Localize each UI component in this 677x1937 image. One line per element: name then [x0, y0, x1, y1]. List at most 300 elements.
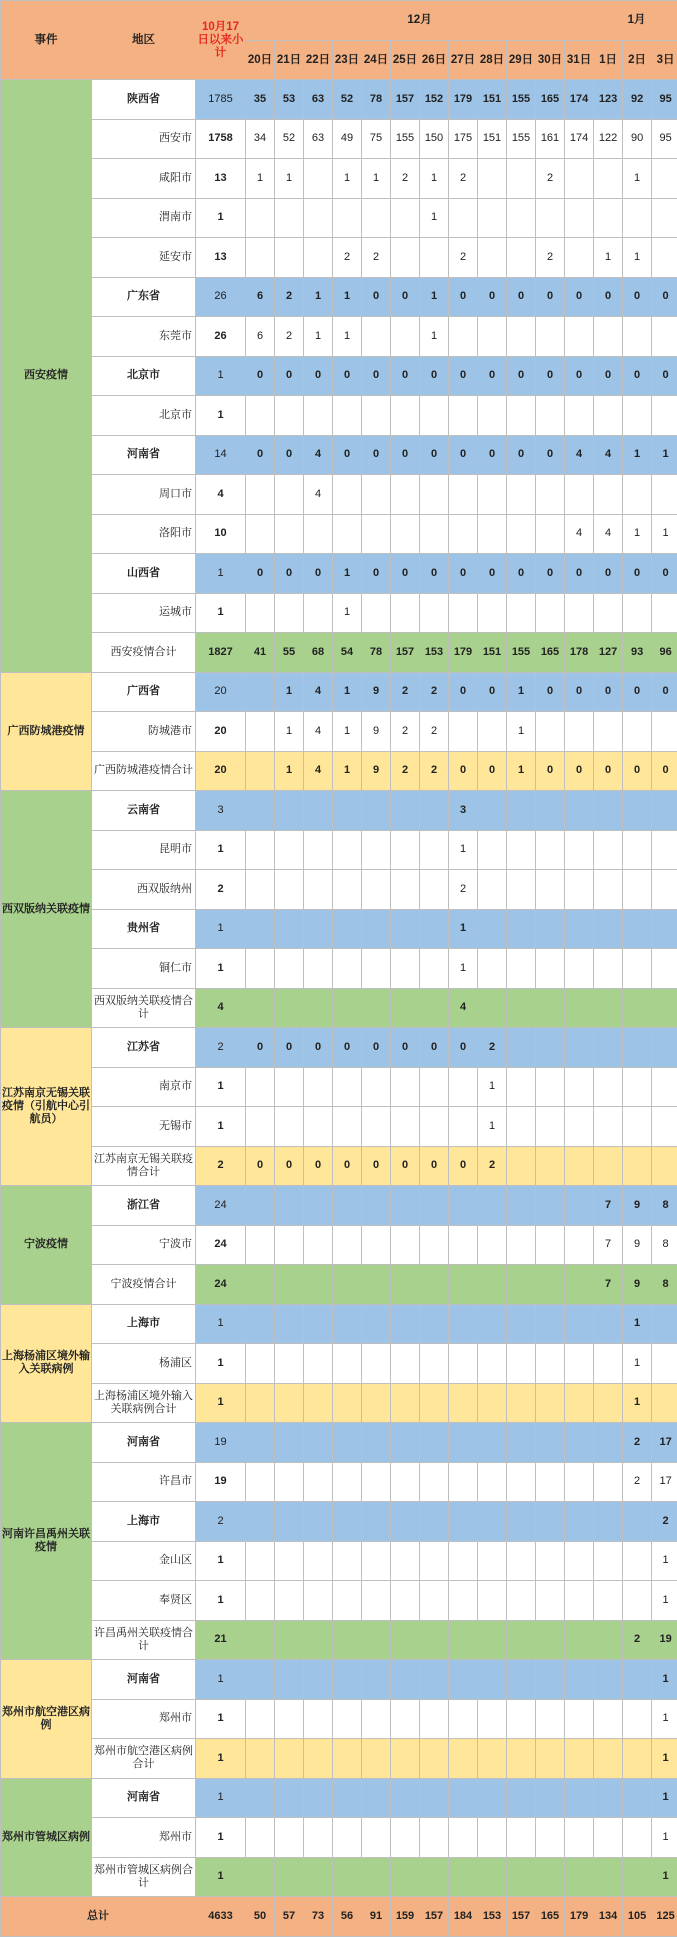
day-value-cell — [275, 870, 304, 910]
day-value-cell — [565, 238, 594, 278]
day-value-cell — [536, 909, 565, 949]
day-value-cell — [507, 988, 536, 1028]
day-value-cell — [246, 1502, 275, 1542]
day-value-cell — [565, 1502, 594, 1542]
day-value-cell — [420, 1699, 449, 1739]
day-value-cell — [391, 1423, 420, 1463]
table-row — [1, 1304, 677, 1344]
table-row — [1, 396, 677, 436]
day-value-cell — [275, 1699, 304, 1739]
day-value-cell: 1 — [623, 1304, 652, 1344]
table-row — [1, 1383, 677, 1423]
day-value-cell — [333, 1462, 362, 1502]
day-value-cell — [275, 238, 304, 278]
region-cell: 江苏南京无锡关联疫情合计 — [92, 1146, 196, 1186]
day-value-cell — [420, 396, 449, 436]
day-value-cell: 1 — [333, 751, 362, 791]
day-value-cell — [536, 1462, 565, 1502]
day-value-cell: 4 — [594, 514, 623, 554]
day-value-cell: 4 — [304, 672, 333, 712]
day-value-cell: 0 — [420, 1028, 449, 1068]
day-value-cell — [420, 1265, 449, 1305]
subtotal-cell: 3 — [196, 791, 246, 831]
day-value-cell — [449, 1107, 478, 1147]
day-value-cell — [507, 396, 536, 436]
day-value-cell — [623, 830, 652, 870]
day-value-cell — [304, 949, 333, 989]
day-value-cell — [623, 1660, 652, 1700]
day-value-cell: 0 — [565, 751, 594, 791]
subtotal-cell: 20 — [196, 672, 246, 712]
day-value-cell: 0 — [623, 554, 652, 594]
day-value-cell — [478, 1818, 507, 1858]
day-value-cell — [333, 1186, 362, 1226]
day-value-cell — [536, 1344, 565, 1384]
day-value-cell: 0 — [565, 356, 594, 396]
region-cell: 云南省 — [92, 791, 196, 831]
day-value-cell: 0 — [391, 1146, 420, 1186]
subtotal-cell: 1 — [196, 1739, 246, 1779]
day-value-cell: 9 — [623, 1265, 652, 1305]
day-value-cell — [391, 1581, 420, 1621]
day-value-cell — [449, 198, 478, 238]
day-value-cell: 1 — [623, 435, 652, 475]
day-value-cell — [623, 870, 652, 910]
day-value-cell — [391, 1186, 420, 1226]
day-value-cell — [536, 712, 565, 752]
day-value-cell — [623, 593, 652, 633]
day-value-cell — [246, 593, 275, 633]
day-value-cell — [304, 1383, 333, 1423]
day-value-cell: 0 — [246, 1028, 275, 1068]
day-value-cell: 0 — [623, 751, 652, 791]
day-value-cell — [333, 1818, 362, 1858]
day-value-cell — [304, 159, 333, 199]
day-value-cell: 1 — [623, 1383, 652, 1423]
day-value-cell — [420, 1778, 449, 1818]
day-value-cell — [478, 870, 507, 910]
day-value-cell — [420, 1857, 449, 1897]
day-value-cell — [246, 751, 275, 791]
day-value-cell — [333, 475, 362, 515]
day-value-cell — [565, 1304, 594, 1344]
day-value-cell: 53 — [275, 80, 304, 120]
day-value-cell: 1 — [478, 1107, 507, 1147]
day-value-cell — [275, 1739, 304, 1779]
day-value-cell — [333, 514, 362, 554]
day-value-cell: 1 — [652, 1739, 677, 1779]
header-day: 3日 — [652, 41, 677, 80]
day-value-cell — [565, 712, 594, 752]
region-cell: 郑州市 — [92, 1818, 196, 1858]
header-day: 1日 — [594, 41, 623, 80]
day-value-cell — [652, 475, 677, 515]
day-value-cell — [362, 1502, 391, 1542]
day-value-cell — [391, 1265, 420, 1305]
day-value-cell — [565, 1423, 594, 1463]
day-value-cell: 0 — [304, 1146, 333, 1186]
day-value-cell — [304, 1541, 333, 1581]
day-value-cell — [391, 1107, 420, 1147]
table-row — [1, 672, 677, 712]
day-value-cell: 174 — [565, 119, 594, 159]
day-value-cell: 95 — [652, 80, 677, 120]
day-value-cell: 1 — [478, 1067, 507, 1107]
day-value-cell — [391, 830, 420, 870]
subtotal-cell: 1 — [196, 949, 246, 989]
day-value-cell — [420, 1818, 449, 1858]
day-value-cell — [362, 1304, 391, 1344]
day-value-cell — [565, 1383, 594, 1423]
day-value-cell — [449, 1699, 478, 1739]
day-value-cell — [304, 1186, 333, 1226]
day-value-cell — [565, 1778, 594, 1818]
day-value-cell — [565, 1541, 594, 1581]
day-value-cell: 2 — [652, 1502, 677, 1542]
region-cell: 奉贤区 — [92, 1581, 196, 1621]
day-value-cell — [594, 1581, 623, 1621]
day-value-cell — [507, 1107, 536, 1147]
day-value-cell — [362, 1778, 391, 1818]
subtotal-cell: 1 — [196, 593, 246, 633]
day-value-cell: 1 — [507, 751, 536, 791]
day-value-cell: 52 — [333, 80, 362, 120]
day-value-cell — [246, 1818, 275, 1858]
subtotal-cell: 1 — [196, 1304, 246, 1344]
day-value-cell: 4 — [565, 514, 594, 554]
day-value-cell: 175 — [449, 119, 478, 159]
day-value-cell — [333, 1581, 362, 1621]
day-value-cell — [362, 949, 391, 989]
day-value-cell — [420, 1739, 449, 1779]
table-row — [1, 159, 677, 199]
day-value-cell: 0 — [246, 356, 275, 396]
day-value-cell — [420, 593, 449, 633]
day-value-cell — [536, 1857, 565, 1897]
day-value-cell — [304, 1462, 333, 1502]
day-value-cell — [304, 514, 333, 554]
day-value-cell: 1 — [623, 1344, 652, 1384]
day-value-cell — [275, 514, 304, 554]
region-cell: 南京市 — [92, 1067, 196, 1107]
day-value-cell — [246, 1699, 275, 1739]
day-value-cell — [275, 1265, 304, 1305]
day-value-cell: 4 — [449, 988, 478, 1028]
header-day: 25日 — [391, 41, 420, 80]
day-value-cell — [507, 791, 536, 831]
day-value-cell — [362, 1857, 391, 1897]
day-value-cell: 151 — [478, 119, 507, 159]
day-value-cell — [652, 396, 677, 436]
day-value-cell — [536, 1186, 565, 1226]
day-value-cell — [594, 1778, 623, 1818]
day-value-cell — [304, 830, 333, 870]
day-value-cell: 1 — [333, 317, 362, 357]
day-value-cell — [507, 830, 536, 870]
day-value-cell — [565, 1660, 594, 1700]
day-value-cell — [536, 1383, 565, 1423]
day-value-cell: 1 — [652, 1818, 677, 1858]
day-value-cell — [246, 1462, 275, 1502]
day-value-cell — [420, 909, 449, 949]
day-value-cell: 122 — [594, 119, 623, 159]
day-value-cell — [275, 198, 304, 238]
subtotal-cell: 1 — [196, 1660, 246, 1700]
day-value-cell — [391, 198, 420, 238]
day-value-cell — [536, 1107, 565, 1147]
day-value-cell — [507, 1620, 536, 1660]
day-value-cell — [652, 988, 677, 1028]
day-value-cell — [536, 1581, 565, 1621]
table-row — [1, 870, 677, 910]
day-value-cell — [391, 396, 420, 436]
day-value-cell — [420, 1304, 449, 1344]
day-value-cell — [362, 1699, 391, 1739]
day-value-cell — [420, 238, 449, 278]
day-value-cell — [420, 949, 449, 989]
day-value-cell — [449, 1541, 478, 1581]
day-value-cell — [304, 1620, 333, 1660]
day-value-cell — [594, 1028, 623, 1068]
table-row — [1, 1186, 677, 1226]
day-value-cell — [536, 1067, 565, 1107]
day-value-cell: 0 — [652, 277, 677, 317]
day-value-cell — [623, 1067, 652, 1107]
day-value-cell — [333, 1778, 362, 1818]
day-value-cell: 0 — [333, 356, 362, 396]
day-value-cell — [594, 1146, 623, 1186]
day-value-cell — [420, 1383, 449, 1423]
day-value-cell: 2 — [449, 238, 478, 278]
day-value-cell: 75 — [362, 119, 391, 159]
table-row — [1, 475, 677, 515]
day-value-cell — [536, 1699, 565, 1739]
table-row — [1, 593, 677, 633]
day-value-cell: 1 — [275, 712, 304, 752]
day-value-cell — [246, 1225, 275, 1265]
table-row — [1, 1541, 677, 1581]
header-row — [1, 1, 677, 41]
day-value-cell — [623, 1739, 652, 1779]
day-value-cell — [507, 1067, 536, 1107]
day-value-cell — [362, 1344, 391, 1384]
day-value-cell — [449, 1739, 478, 1779]
region-cell: 宁波市 — [92, 1225, 196, 1265]
table-row — [1, 949, 677, 989]
day-value-cell: 0 — [652, 554, 677, 594]
header-day: 28日 — [478, 41, 507, 80]
day-value-cell: 0 — [478, 277, 507, 317]
day-value-cell — [275, 1660, 304, 1700]
day-value-cell — [507, 1660, 536, 1700]
region-cell: 浙江省 — [92, 1186, 196, 1226]
day-value-cell — [536, 1146, 565, 1186]
day-value-cell — [275, 830, 304, 870]
day-value-cell — [623, 198, 652, 238]
day-value-cell: 0 — [391, 1028, 420, 1068]
day-value-cell — [565, 870, 594, 910]
table-row — [1, 1146, 677, 1186]
day-value-cell: 0 — [246, 1146, 275, 1186]
table-row — [1, 988, 677, 1028]
day-value-cell — [420, 1541, 449, 1581]
day-value-cell: 2 — [536, 238, 565, 278]
day-value-cell — [565, 317, 594, 357]
day-value-cell: 179 — [449, 633, 478, 673]
day-value-cell — [623, 1581, 652, 1621]
day-value-cell — [536, 1304, 565, 1344]
day-value-cell — [507, 317, 536, 357]
day-value-cell — [275, 1067, 304, 1107]
day-value-cell: 17 — [652, 1423, 677, 1463]
day-value-cell — [652, 949, 677, 989]
table-row — [1, 1462, 677, 1502]
day-value-cell — [652, 1028, 677, 1068]
grand-total-day: 125 — [652, 1897, 677, 1937]
day-value-cell — [362, 475, 391, 515]
subtotal-cell: 1 — [196, 396, 246, 436]
day-value-cell: 0 — [507, 554, 536, 594]
header-day: 24日 — [362, 41, 391, 80]
day-value-cell: 9 — [623, 1225, 652, 1265]
day-value-cell — [536, 1660, 565, 1700]
day-value-cell: 1 — [333, 159, 362, 199]
day-value-cell: 0 — [449, 554, 478, 594]
day-value-cell — [333, 830, 362, 870]
day-value-cell — [246, 988, 275, 1028]
day-value-cell — [275, 1541, 304, 1581]
table-row — [1, 238, 677, 278]
grand-total-day: 159 — [391, 1897, 420, 1937]
day-value-cell — [362, 396, 391, 436]
day-value-cell — [362, 593, 391, 633]
day-value-cell — [507, 1265, 536, 1305]
table-row — [1, 1739, 677, 1779]
day-value-cell — [246, 1067, 275, 1107]
day-value-cell — [275, 1462, 304, 1502]
day-value-cell — [565, 830, 594, 870]
day-value-cell: 174 — [565, 80, 594, 120]
grand-total-day: 179 — [565, 1897, 594, 1937]
day-value-cell — [507, 1857, 536, 1897]
day-value-cell: 6 — [246, 277, 275, 317]
day-value-cell — [246, 949, 275, 989]
day-value-cell: 1 — [333, 593, 362, 633]
day-value-cell — [565, 1067, 594, 1107]
region-cell: 郑州市管城区病例合计 — [92, 1857, 196, 1897]
day-value-cell: 0 — [391, 277, 420, 317]
day-value-cell: 0 — [536, 554, 565, 594]
day-value-cell — [246, 1383, 275, 1423]
day-value-cell — [507, 1186, 536, 1226]
day-value-cell: 4 — [304, 475, 333, 515]
day-value-cell — [304, 1107, 333, 1147]
day-value-cell: 0 — [362, 356, 391, 396]
region-cell: 山西省 — [92, 554, 196, 594]
day-value-cell: 1 — [652, 1778, 677, 1818]
event-name: 广西防城港疫情 — [1, 672, 92, 791]
region-cell: 防城港市 — [92, 712, 196, 752]
day-value-cell — [420, 1067, 449, 1107]
day-value-cell: 1 — [652, 1857, 677, 1897]
day-value-cell — [391, 514, 420, 554]
day-value-cell: 78 — [362, 633, 391, 673]
day-value-cell — [478, 1857, 507, 1897]
day-value-cell: 8 — [652, 1225, 677, 1265]
day-value-cell — [594, 1541, 623, 1581]
day-value-cell: 1 — [275, 672, 304, 712]
day-value-cell: 1 — [623, 238, 652, 278]
table-row — [1, 277, 677, 317]
day-value-cell — [246, 514, 275, 554]
day-value-cell — [536, 1739, 565, 1779]
day-value-cell — [507, 870, 536, 910]
day-value-cell: 0 — [478, 672, 507, 712]
day-value-cell: 0 — [362, 1146, 391, 1186]
event-name: 西双版纳关联疫情 — [1, 791, 92, 1028]
grand-total-day: 165 — [536, 1897, 565, 1937]
subtotal-cell: 1 — [196, 1383, 246, 1423]
day-value-cell — [304, 791, 333, 831]
day-value-cell: 63 — [304, 80, 333, 120]
day-value-cell — [391, 1660, 420, 1700]
subtotal-cell: 1 — [196, 1778, 246, 1818]
region-cell: 西安疫情合计 — [92, 633, 196, 673]
day-value-cell — [565, 396, 594, 436]
day-value-cell — [594, 1107, 623, 1147]
day-value-cell: 34 — [246, 119, 275, 159]
day-value-cell — [652, 198, 677, 238]
day-value-cell: 9 — [362, 751, 391, 791]
day-value-cell: 178 — [565, 633, 594, 673]
day-value-cell — [391, 1739, 420, 1779]
day-value-cell — [536, 1225, 565, 1265]
region-cell: 西安市 — [92, 119, 196, 159]
region-cell: 无锡市 — [92, 1107, 196, 1147]
day-value-cell: 1 — [449, 830, 478, 870]
grand-total-day: 157 — [420, 1897, 449, 1937]
day-value-cell — [652, 909, 677, 949]
day-value-cell — [333, 1423, 362, 1463]
subtotal-cell: 21 — [196, 1620, 246, 1660]
day-value-cell — [362, 1541, 391, 1581]
day-value-cell: 54 — [333, 633, 362, 673]
day-value-cell — [478, 830, 507, 870]
day-value-cell — [507, 1423, 536, 1463]
day-value-cell — [333, 1857, 362, 1897]
day-value-cell — [304, 1857, 333, 1897]
day-value-cell — [275, 909, 304, 949]
region-cell: 广西省 — [92, 672, 196, 712]
subtotal-cell: 1 — [196, 909, 246, 949]
day-value-cell — [536, 1265, 565, 1305]
day-value-cell — [565, 1462, 594, 1502]
region-cell: 郑州市航空港区病例合计 — [92, 1739, 196, 1779]
day-value-cell — [246, 1778, 275, 1818]
day-value-cell — [362, 198, 391, 238]
day-value-cell: 2 — [362, 238, 391, 278]
day-value-cell: 1 — [623, 514, 652, 554]
day-value-cell — [478, 198, 507, 238]
table-row — [1, 1265, 677, 1305]
day-value-cell: 0 — [275, 356, 304, 396]
table-row — [1, 514, 677, 554]
day-value-cell — [478, 593, 507, 633]
subtotal-cell: 13 — [196, 159, 246, 199]
day-value-cell: 9 — [623, 1186, 652, 1226]
table-row — [1, 909, 677, 949]
day-value-cell — [652, 1304, 677, 1344]
